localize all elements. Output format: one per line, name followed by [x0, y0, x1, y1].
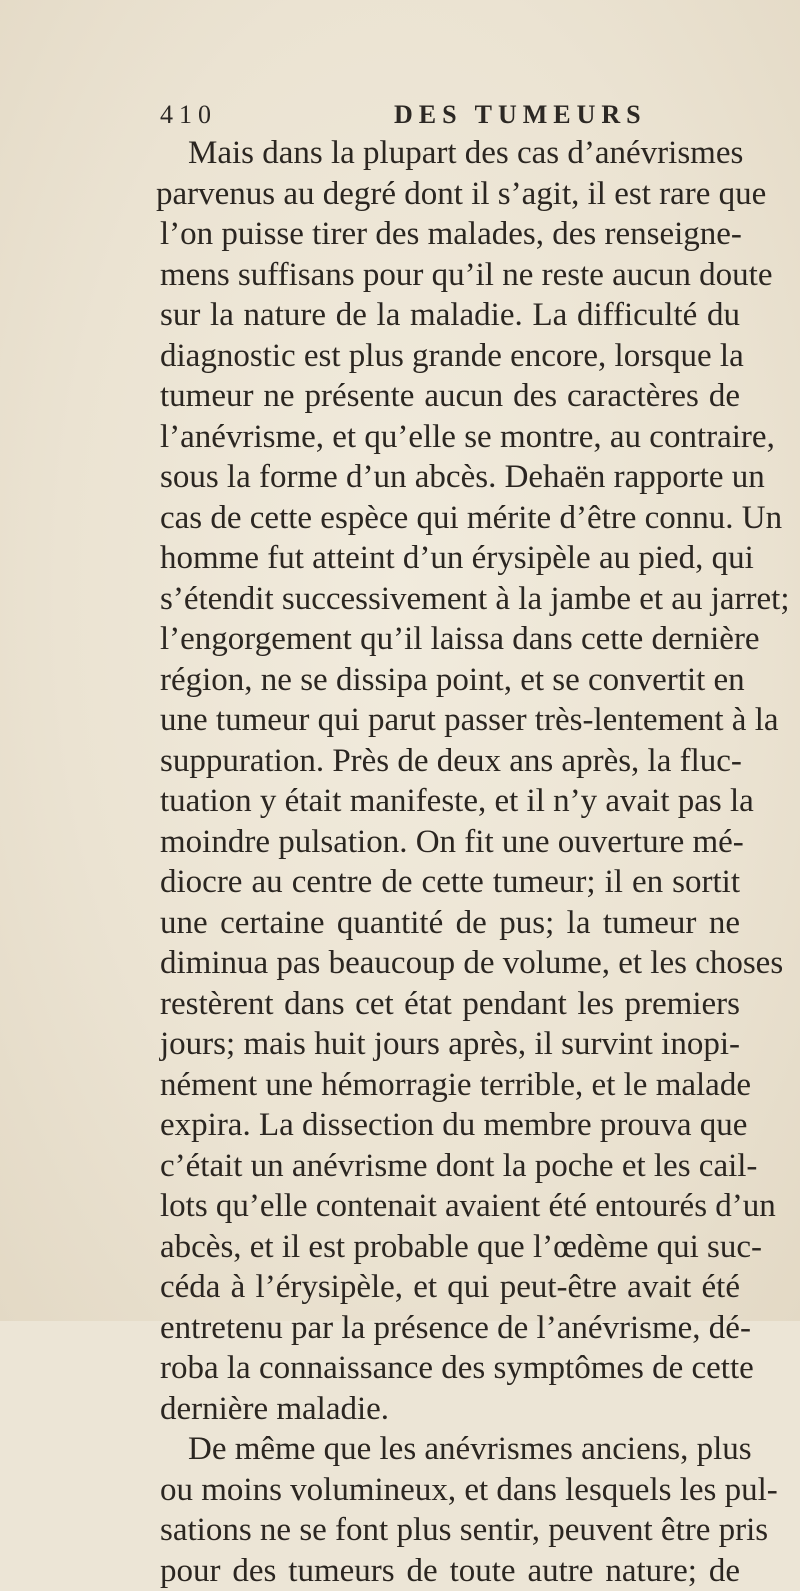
text-line: tuation y était manifeste, et il n’y avait pas la — [160, 781, 740, 822]
text-line: De même que les anévrismes anciens, plus — [160, 1429, 740, 1470]
text-line: ou moins volumineux, et dans lesquels les pul- — [160, 1470, 740, 1511]
text-line: c’était un anévrisme dont la poche et les cail- — [160, 1146, 740, 1187]
text-line: diminua pas beaucoup de volume, et les choses — [160, 943, 740, 984]
paragraph — [160, 1429, 740, 1591]
text-line: tumeur ne présente aucun des caractères de — [160, 376, 740, 417]
text-line: homme fut atteint d’un érysipèle au pied, qui — [160, 538, 740, 579]
body-text — [160, 133, 740, 1591]
text-line: pour des tumeurs de toute autre nature; de — [160, 1551, 740, 1591]
text-line: diocre au centre de cette tumeur; il en sortit — [160, 862, 740, 903]
text-line: l’engorgement qu’il laissa dans cette dernière — [160, 619, 740, 660]
text-line: une certaine quantité de pus; la tumeur ne — [160, 903, 740, 944]
text-line: mens suffisans pour qu’il ne reste aucun doute — [160, 255, 740, 296]
text-line: Mais dans la plupart des cas d’anévrismes — [160, 133, 740, 174]
text-line: s’étendit successivement à la jambe et au jarret; — [160, 579, 740, 620]
text-line: lots qu’elle contenait avaient été entourés d’un — [160, 1186, 740, 1227]
text-line: céda à l’érysipèle, et qui peut-être avait été — [160, 1267, 740, 1308]
text-line: suppuration. Près de deux ans après, la fluc- — [160, 741, 740, 782]
text-line: sur la nature de la maladie. La difficulté du — [160, 295, 740, 336]
text-line: entretenu par la présence de l’anévrisme, dé- — [160, 1308, 740, 1349]
text-line: sous la forme d’un abcès. Dehaën rapporte un — [160, 457, 740, 498]
text-line: sations ne se font plus sentir, peuvent être pris — [160, 1510, 740, 1551]
text-line: l’anévrisme, et qu’elle se montre, au contraire, — [160, 417, 740, 458]
running-head-title: DES TUMEURS — [394, 100, 647, 130]
text-line: cas de cette espèce qui mérite d’être connu. Un — [160, 498, 740, 539]
text-line: une tumeur qui parut passer très-lentement à la — [160, 700, 740, 741]
text-line: parvenus au degré dont il s’agit, il est rare que — [156, 174, 740, 215]
text-line: roba la connaissance des symptômes de cette — [160, 1348, 740, 1389]
text-line: jours; mais huit jours après, il survint inopi- — [160, 1024, 740, 1065]
text-line: moindre pulsation. On fit une ouverture mé- — [160, 822, 740, 863]
text-line: diagnostic est plus grande encore, lorsque la — [160, 336, 740, 377]
text-line: région, ne se dissipa point, et se convertit en — [160, 660, 740, 701]
text-line: l’on puisse tirer des malades, des renseigne- — [160, 214, 740, 255]
text-line: abcès, et il est probable que l’œdème qui suc- — [160, 1227, 740, 1268]
paragraph — [160, 133, 740, 1429]
text-line: expira. La dissection du membre prouva que — [160, 1105, 740, 1146]
text-line: restèrent dans cet état pendant les premiers — [160, 984, 740, 1025]
text-line: nément une hémorragie terrible, et le malade — [160, 1065, 740, 1106]
text-line: dernière maladie. — [160, 1389, 740, 1430]
page-number: 410 — [160, 100, 217, 130]
